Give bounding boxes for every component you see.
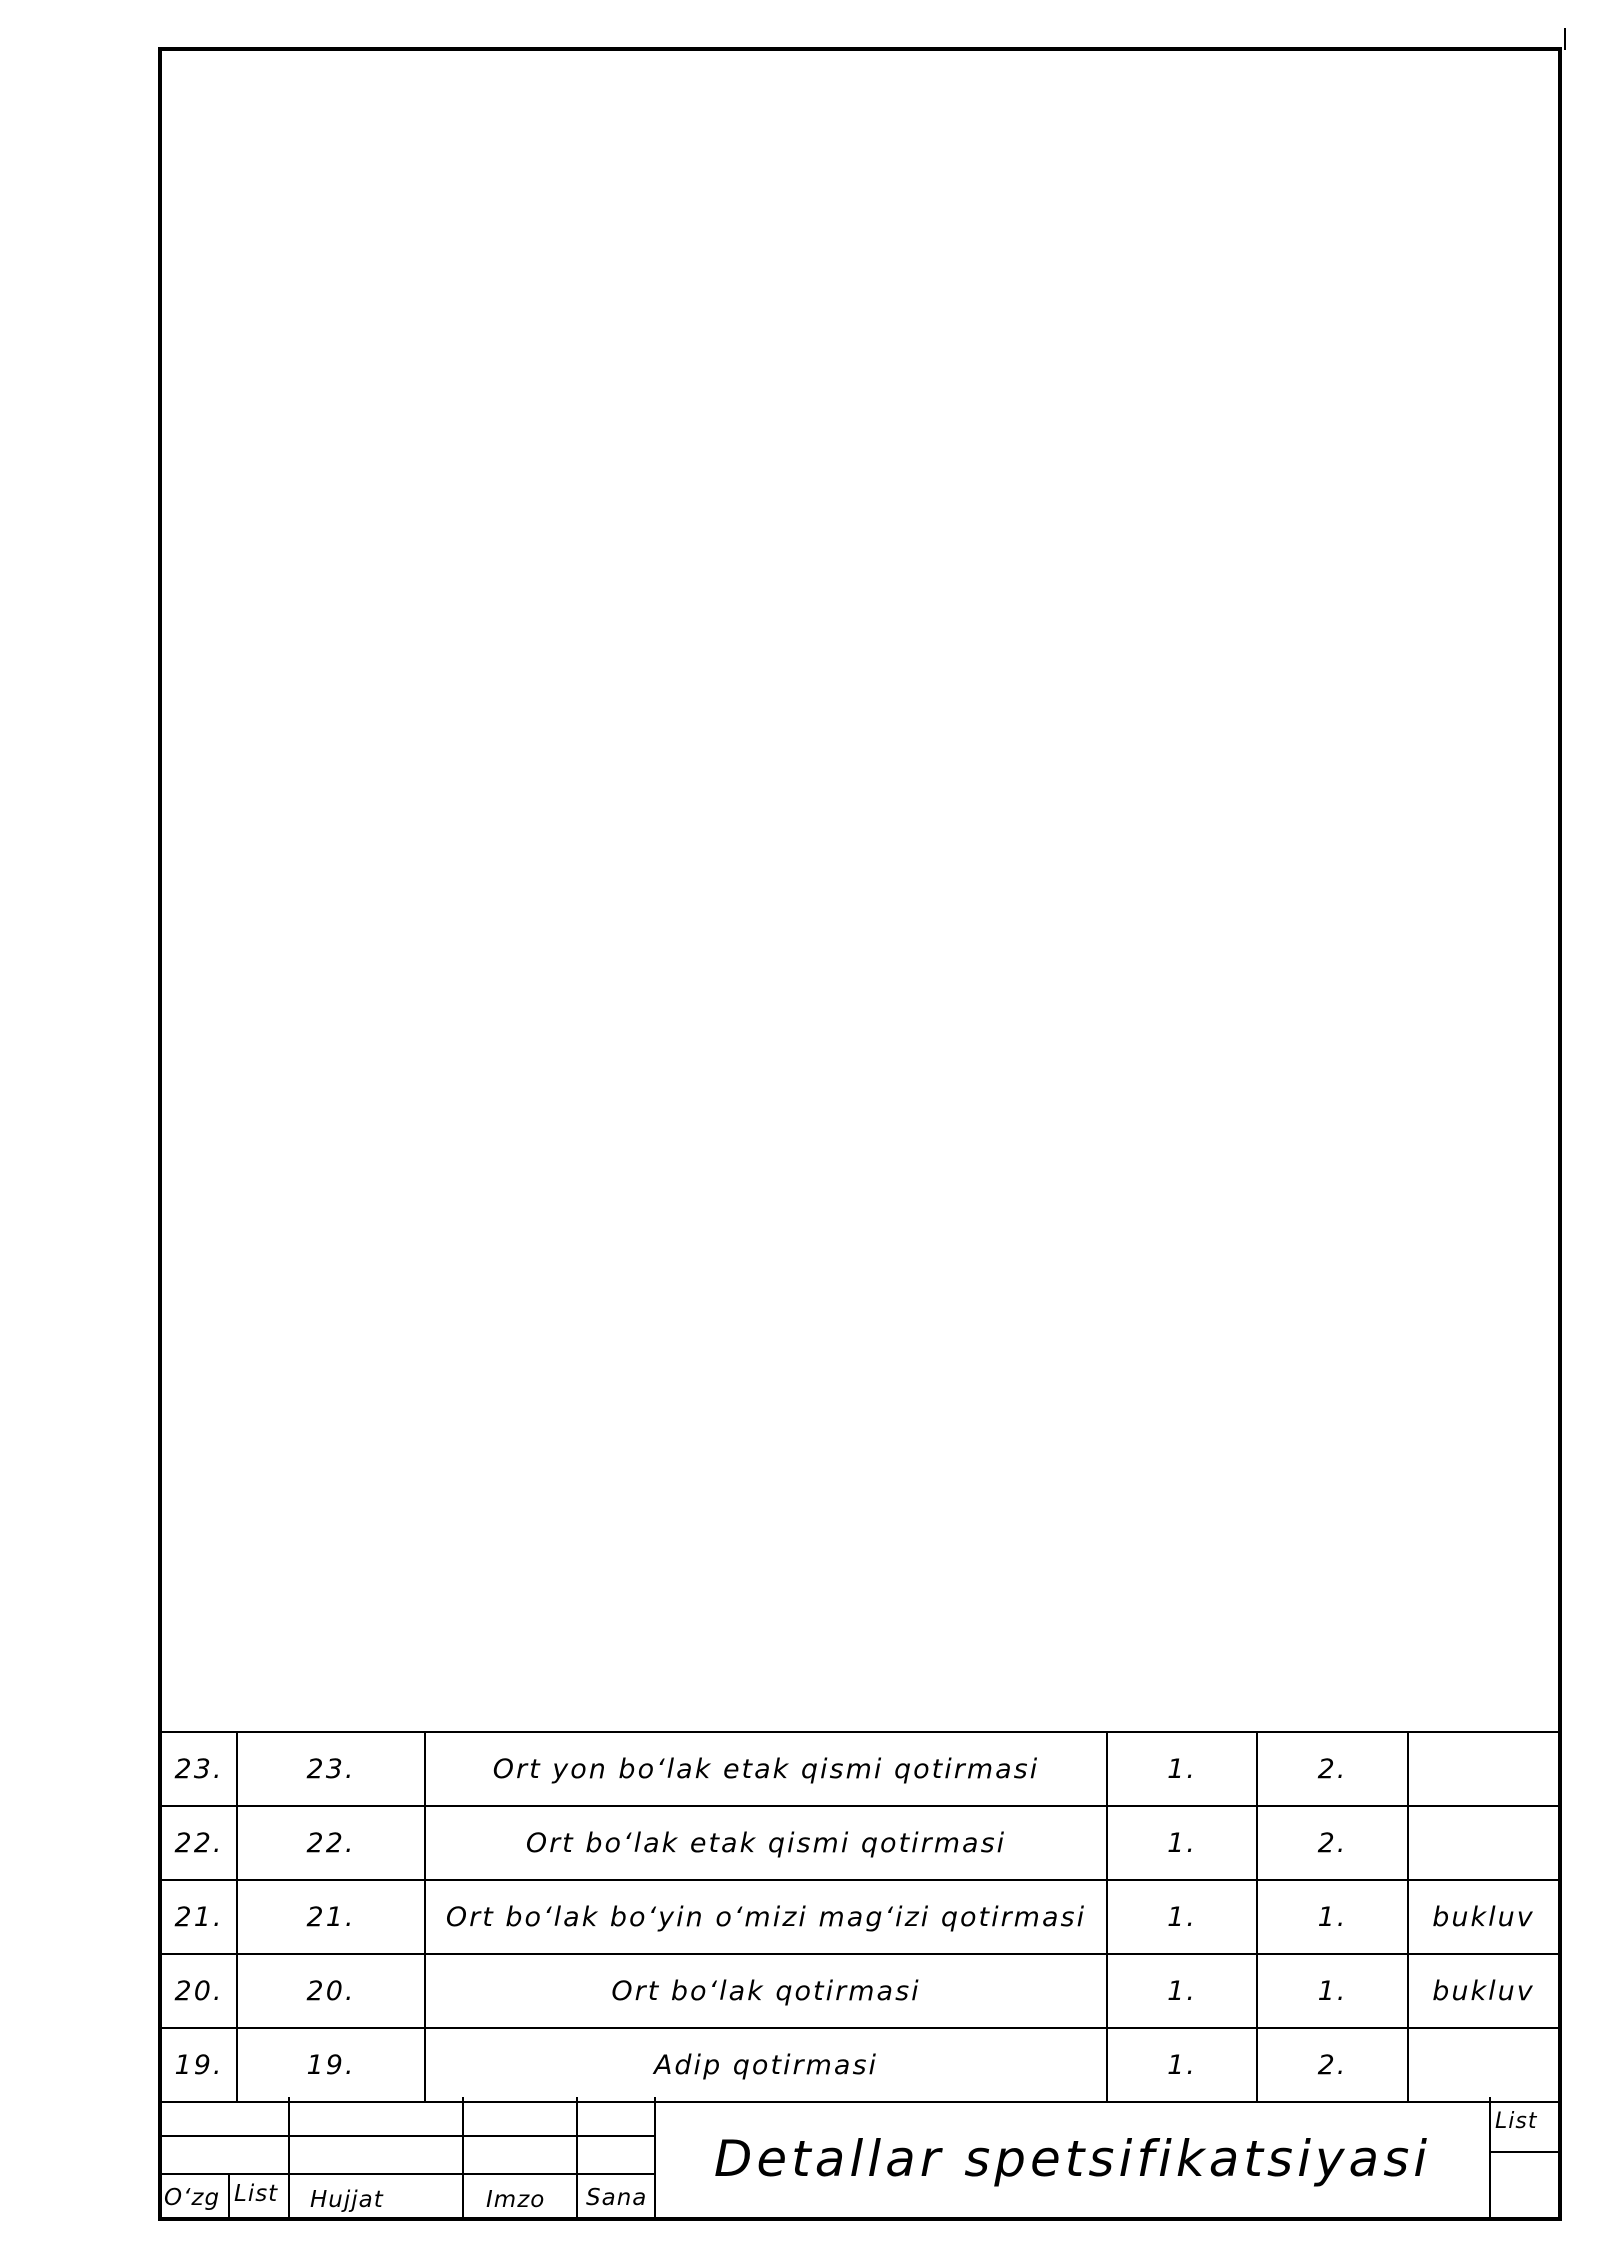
- designation-cell: 19.: [238, 2029, 426, 2101]
- designation-cell: 22.: [238, 1807, 426, 1879]
- table-row: [162, 1807, 1558, 1881]
- designation-cell: 20.: [238, 1955, 426, 2027]
- count-cell: 1.: [1258, 1955, 1409, 2027]
- table-row: [162, 1955, 1558, 2029]
- sheet-column-label: List: [234, 2181, 279, 2207]
- position-cell: 20.: [162, 1955, 238, 2027]
- position-cell: 19.: [162, 2029, 238, 2101]
- name-cell: Adip qotirmasi: [426, 2029, 1108, 2101]
- specification-table: [162, 1731, 1558, 2103]
- grid-line: [228, 2173, 230, 2221]
- frame-corner-tick: [1564, 28, 1566, 50]
- title-block: [162, 2097, 1558, 2221]
- table-row: [162, 2029, 1558, 2103]
- position-cell: 23.: [162, 1733, 238, 1805]
- date-label: Sana: [586, 2185, 648, 2211]
- position-cell: 21.: [162, 1881, 238, 1953]
- name-cell: Ort bo‘lak bo‘yin o‘mizi mag‘izi qotirmasi: [426, 1881, 1108, 1953]
- designation-cell: 23.: [238, 1733, 426, 1805]
- note-cell: [1409, 2029, 1558, 2101]
- change-label: O‘zg: [164, 2185, 221, 2211]
- document-title: Detallar spetsifikatsiyasi: [654, 2097, 1489, 2221]
- count-cell: 1.: [1258, 1881, 1409, 1953]
- quantity-cell: 1.: [1108, 2029, 1258, 2101]
- sheet-box: [1489, 2097, 1558, 2221]
- note-cell: [1409, 1733, 1558, 1805]
- grid-line: [1491, 2151, 1558, 2153]
- name-cell: Ort bo‘lak qotirmasi: [426, 1955, 1108, 2027]
- title-block-grid: [162, 2097, 654, 2221]
- drawing-area: [162, 51, 1558, 1731]
- note-cell: [1409, 1807, 1558, 1879]
- grid-line: [576, 2097, 578, 2221]
- signature-label: Imzo: [486, 2187, 546, 2213]
- note-cell: bukluv: [1432, 1975, 1535, 2007]
- sheet-label: List: [1495, 2109, 1538, 2134]
- count-cell: 2.: [1258, 1807, 1409, 1879]
- drawing-frame: [158, 47, 1562, 2221]
- quantity-cell: 1.: [1108, 1733, 1258, 1805]
- document-label: Hujjat: [310, 2187, 384, 2213]
- grid-line: [162, 2173, 654, 2175]
- quantity-cell: 1.: [1108, 1955, 1258, 2027]
- count-cell: 2.: [1258, 2029, 1409, 2101]
- count-cell: 2.: [1258, 1733, 1409, 1805]
- designation-cell: 21.: [238, 1881, 426, 1953]
- table-row: [162, 1881, 1558, 1955]
- quantity-cell: 1.: [1108, 1807, 1258, 1879]
- position-cell: 22.: [162, 1807, 238, 1879]
- table-row: [162, 1733, 1558, 1807]
- grid-line: [288, 2097, 290, 2221]
- grid-line: [462, 2097, 464, 2221]
- grid-line: [162, 2135, 654, 2137]
- note-cell: bukluv: [1432, 1901, 1535, 1933]
- name-cell: Ort yon bo‘lak etak qismi qotirmasi: [426, 1733, 1108, 1805]
- name-cell: Ort bo‘lak etak qismi qotirmasi: [426, 1807, 1108, 1879]
- quantity-cell: 1.: [1108, 1881, 1258, 1953]
